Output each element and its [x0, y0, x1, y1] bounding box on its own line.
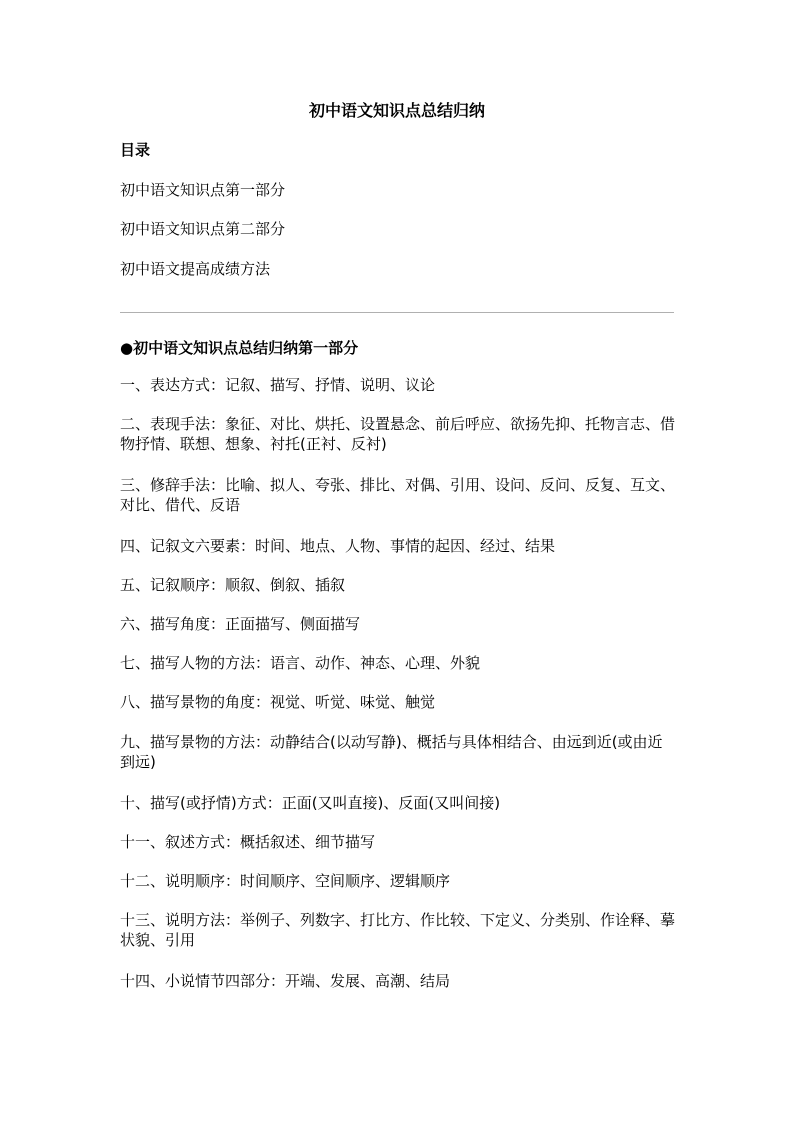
toc-item-part-one[interactable]: 初中语文知识点第一部分	[120, 181, 286, 199]
section-heading: ●初中语文知识点总结归纳第一部分	[120, 339, 359, 357]
list-item: 十二、说明顺序：时间顺序、空间顺序、逻辑顺序	[120, 872, 451, 890]
list-item: 九、描写景物的方法：动静结合(以动写静)、概括与具体相结合、由远到近(或由近到远)	[120, 733, 663, 771]
toc-heading: 目录	[120, 141, 151, 159]
list-item: 五、记叙顺序：顺叙、倒叙、插叙	[120, 576, 346, 594]
toc-item-improve-scores[interactable]: 初中语文提高成绩方法	[120, 260, 271, 278]
list-item: 十三、说明方法：举例子、列数字、打比方、作比较、下定义、分类别、作诠释、摹状貌、引用	[120, 911, 676, 949]
horizontal-divider	[120, 312, 674, 313]
list-item: 十、描写(或抒情)方式：正面(又叫直接)、反面(又叫间接)	[120, 794, 501, 812]
toc-item-part-two[interactable]: 初中语文知识点第二部分	[120, 220, 286, 238]
list-item: 七、描写人物的方法：语言、动作、神态、心理、外貌	[120, 654, 481, 672]
list-item: 二、表现手法：象征、对比、烘托、设置悬念、前后呼应、欲扬先抑、托物言志、借物抒情、联想、想象、衬托(正衬、反衬)	[120, 415, 676, 453]
list-item: 六、描写角度：正面描写、侧面描写	[120, 615, 361, 633]
list-item: 十四、小说情节四部分：开端、发展、高潮、结局	[120, 972, 451, 990]
document-title: 初中语文知识点总结归纳	[308, 101, 485, 120]
list-item: 十一、叙述方式：概括叙述、细节描写	[120, 833, 376, 851]
list-item: 三、修辞手法：比喻、拟人、夸张、排比、对偶、引用、设问、反问、反复、互文、对比、借代、反语	[120, 476, 676, 514]
list-item: 一、表达方式：记叙、描写、抒情、说明、议论	[120, 376, 436, 394]
list-item: 八、描写景物的角度：视觉、听觉、味觉、触觉	[120, 693, 436, 711]
list-item: 四、记叙文六要素：时间、地点、人物、事情的起因、经过、结果	[120, 537, 556, 555]
